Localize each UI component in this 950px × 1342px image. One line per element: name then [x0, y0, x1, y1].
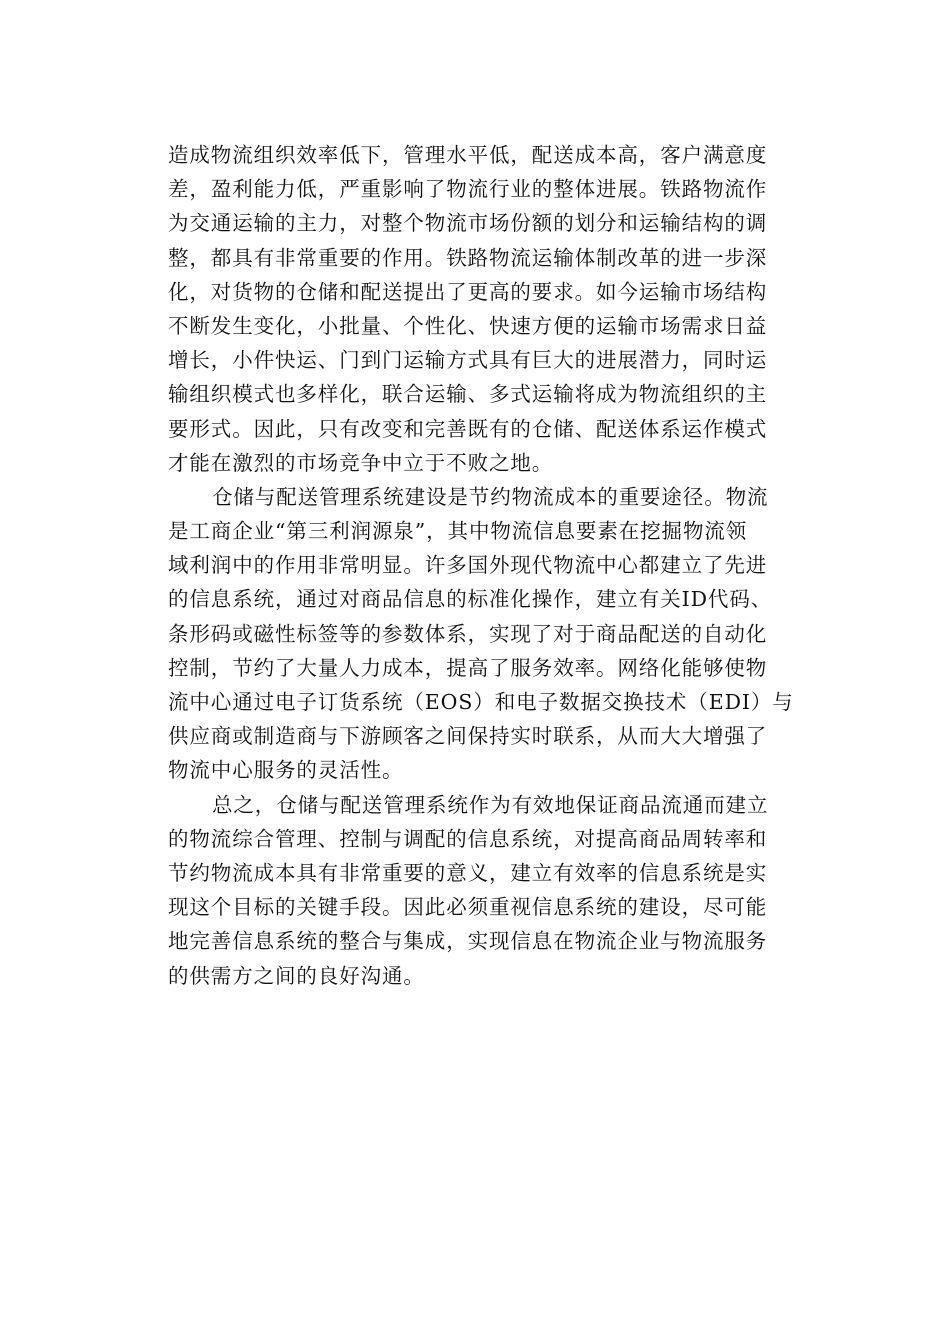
text-line: 为交通运输的主力，对整个物流市场份额的划分和运输结构的调 — [168, 211, 768, 236]
text-line: 域利润中的作用非常明显。许多国外现代物流中心都建立了先进 — [168, 553, 768, 578]
text-line: 控制，节约了大量人力成本，提高了服务效率。网络化能够使物 — [168, 655, 768, 680]
text-line: 现这个目标的关键手段。因此必须重视信息系统的建设，尽可能 — [168, 895, 768, 920]
paragraph-1 — [168, 138, 788, 480]
text-line: 差，盈利能力低，严重影响了物流行业的整体进展。铁路物流作 — [168, 177, 768, 202]
text-line: 整，都具有非常重要的作用。铁路物流运输体制改革的进一步深 — [168, 245, 768, 270]
text-line: 仓储与配送管理系统建设是节约物流成本的重要途径。物流 — [212, 484, 769, 509]
text-line: 条形码或磁性标签等的参数体系，实现了对于商品配送的自动化 — [168, 621, 768, 646]
paragraph-3 — [168, 788, 788, 993]
text-line: 不断发生变化，小批量、个性化、快速方便的运输市场需求日益 — [168, 313, 768, 338]
text-line: 的信息系统，通过对商品信息的标准化操作，建立有关ID代码、 — [168, 587, 773, 612]
text-line: 化，对货物的仓储和配送提出了更高的要求。如今运输市场结构 — [168, 279, 768, 304]
text-line: 节约物流成本具有非常重要的意义，建立有效率的信息系统是实 — [168, 860, 768, 885]
text-line: 的供需方之间的良好沟通。 — [168, 963, 425, 988]
body-text — [168, 138, 794, 993]
text-line: 的物流综合管理、控制与调配的信息系统，对提高商品周转率和 — [168, 826, 768, 851]
text-line: 输组织模式也多样化，联合运输、多式运输将成为物流组织的主 — [168, 382, 768, 407]
text-line: 才能在激烈的市场竞争中立于不败之地。 — [168, 450, 554, 475]
text-line: 流中心通过电子订货系统（EOS）和电子数据交换技术（EDI）与 — [168, 690, 794, 714]
paragraph-2 — [168, 480, 794, 788]
text-line: 造成物流组织效率低下，管理水平低，配送成本高，客户满意度 — [168, 143, 768, 167]
text-line: 地完善信息系统的整合与集成，实现信息在物流企业与物流服务 — [168, 929, 768, 954]
text-line: 是工商企业“第三利润源泉”，其中物流信息要素在挖掘物流领 — [168, 519, 748, 544]
text-line: 增长，小件快运、门到门运输方式具有巨大的进展潜力，同时运 — [168, 348, 768, 373]
text-line: 物流中心服务的灵活性。 — [168, 758, 404, 783]
text-line: 总之，仓储与配送管理系统作为有效地保证商品流通而建立 — [212, 792, 769, 817]
text-line: 要形式。因此，只有改变和完善既有的仓储、配送体系运作模式 — [168, 416, 768, 441]
text-line: 供应商或制造商与下游顾客之间保持实时联系，从而大大增强了 — [168, 724, 768, 749]
